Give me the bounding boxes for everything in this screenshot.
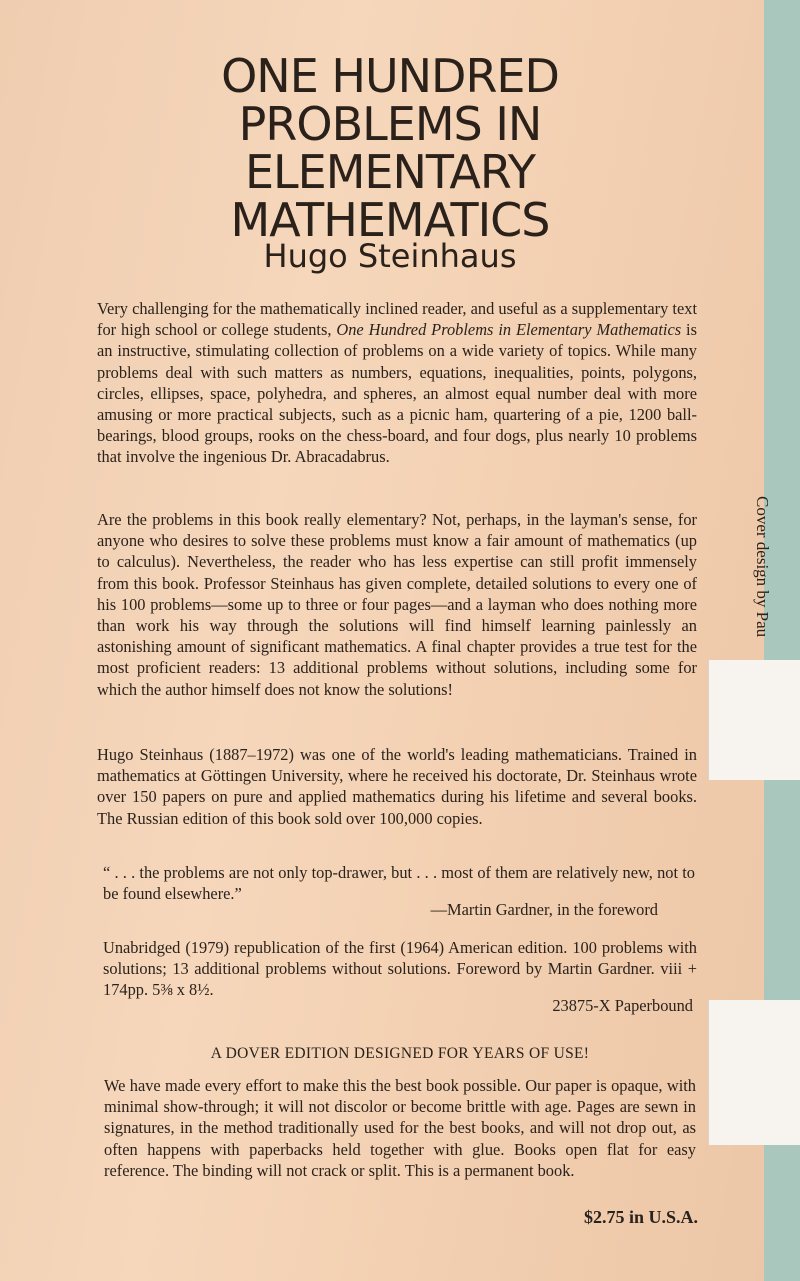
author-name: Hugo Steinhaus — [263, 237, 517, 275]
description-paragraph — [97, 298, 697, 468]
book-title-italic: One Hundred Problems in Elementary Mathematics — [336, 320, 682, 340]
dover-paragraph: We have made every effort to make this the best book possible. Our paper is opaque, with minimal show-through; it will not discolor or become brittle with age. Pages are sewn in signatures, in the method traditionally used for the best books, and will not drop out, as often happens with paperbacks held together with glue. Books open flat for easy reference. The binding will not crack or split. This is a permanent book. — [104, 1076, 696, 1180]
dover-heading: A DOVER EDITION DESIGNED FOR YEARS OF USE! — [210, 1045, 590, 1062]
library-label — [708, 660, 800, 780]
title-line: PROBLEMS IN — [238, 97, 542, 151]
library-label — [708, 1000, 800, 1145]
review-quote: “ . . . the problems are not only top-drawer, but . . . most of them are relatively new, not to be found elsewhere.” — [103, 863, 695, 904]
author-bio-paragraph: Hugo Steinhaus (1887–1972) was one of the world's leading mathematicians. Trained in mathematics at Göttingen University, where he received his doctorate, Dr. Steinhaus wrote over 150 papers on pure and applied mathematics during his lifetime and several books. The Russian edition of this book sold over 100,000 copies. — [97, 745, 697, 828]
title-line: ELEMENTARY — [244, 145, 536, 199]
description-text: is an instructive, stimulating collection of problems on a wide variety of topics. While many problems deal with such matters as numbers, equations, inequalities, points, polygons, circles, ellipses, space, polyhedra, and spheres, an almost equal number deal with more amusing or more practical subjects, such as a picnic ham, quartering of a pie, 1200 ball-bearings, blood groups, rooks on the chess-board, and four dogs, plus nearly 10 problems that involve the ingenious Dr. Abracadabrus. — [97, 320, 697, 467]
book-title — [215, 49, 565, 247]
price: $2.75 in U.S.A. — [583, 1207, 698, 1227]
title-line: ONE HUNDRED — [221, 49, 559, 103]
title-line: MATHEMATICS — [230, 193, 550, 247]
quote-attribution: —Martin Gardner, in the foreword — [430, 900, 658, 919]
cover-credit-area — [744, 490, 774, 662]
description-paragraph: Are the problems in this book really elementary? Not, perhaps, in the layman's sense, for anyone who desires to solve these problems must know a fair amount of mathematics (up to calculus). Nevertheless, the reader who has less expertise can still profit immensely from this book. Professor Steinhaus has given complete, detailed solutions to every one of his 100 problems—some up to three or four pages—and a layman who does nothing more than work his way through the solutions will find himself learning painlessly an astonishing amount of significant mathematics. A final chapter provides a true test for the most proficient readers: 13 additional problems without solutions, including some for which the author himself does not know the solutions! — [97, 510, 697, 699]
description-text: Very challenging for the mathematically inclined reader, and useful as a supplementary text for high school or college students, — [97, 299, 697, 340]
cover-credit: Cover design by Pau — [753, 496, 772, 638]
product-code: 23875-X Paperbound — [552, 996, 693, 1015]
edition-info: Unabridged (1979) republication of the first (1964) American edition. 100 problems with solutions; 13 additional problems without solutions. Foreword by Martin Gardner. viii + 174pp. 5⅜ x 8½. — [103, 938, 697, 1000]
